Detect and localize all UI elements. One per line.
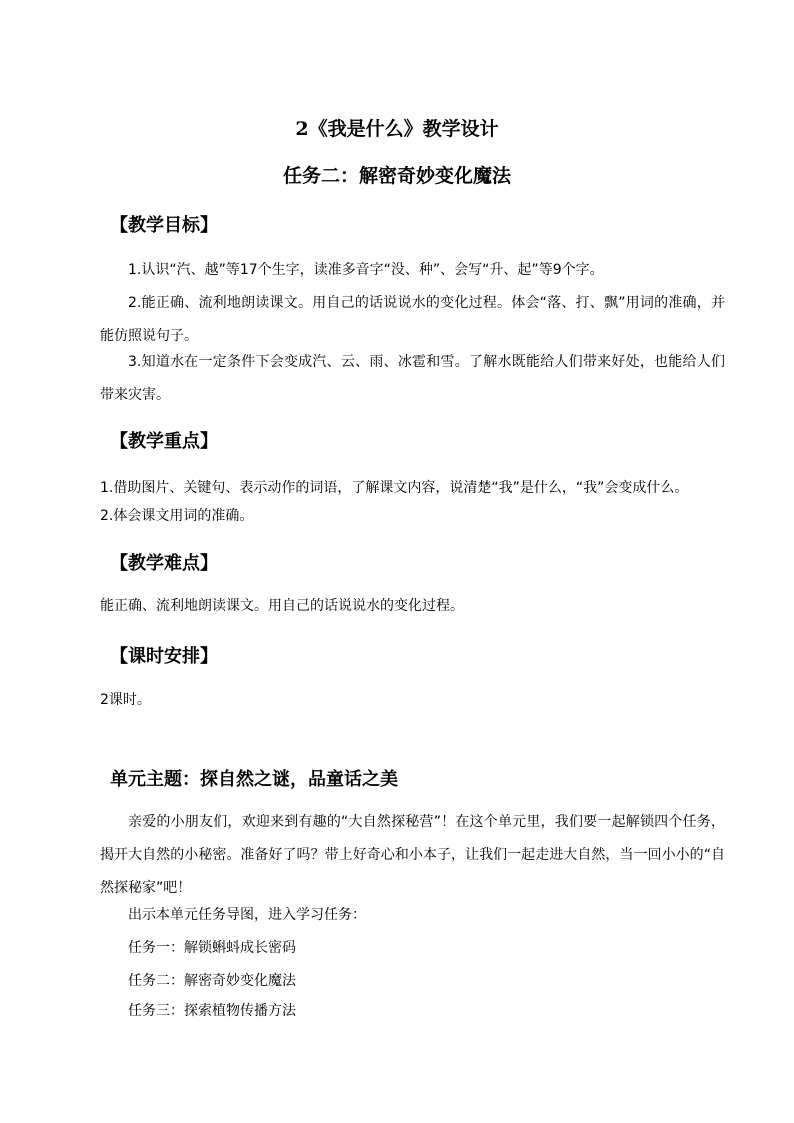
- unit-task-item: 任务三：探索植物传播方法: [128, 1003, 296, 1019]
- document-subtitle: 任务二：解密奇妙变化魔法: [282, 165, 511, 187]
- schedule-heading: 【课时安排】: [110, 646, 218, 667]
- unit-task-item: 任务一：解锁蝌蚪成长密码: [128, 940, 296, 956]
- key-points-heading: 【教学重点】: [110, 431, 218, 452]
- schedule-text: 2课时。: [100, 692, 151, 708]
- unit-task-item: 任务二：解密奇妙变化魔法: [128, 973, 296, 989]
- objectives-heading: 【教学目标】: [110, 215, 218, 236]
- difficulties-heading: 【教学难点】: [110, 553, 218, 574]
- objective-item: 3.知道水在一定条件下会变成汽、云、雨、冰雹和雪。了解水既能给人们带来好处，也能给人们带来灾害。: [100, 354, 725, 403]
- unit-intro: 亲爱的小朋友们，欢迎来到有趣的“大自然探秘营”！在这个单元里，我们要一起解锁四个任务，揭开大自然的小秘密。准备好了吗？带上好奇心和小本子，让我们一起走进大自然，当一回小小的“自然探秘家”吧！: [100, 814, 725, 896]
- unit-lead: 出示本单元任务导图，进入学习任务：: [128, 907, 366, 923]
- difficulties-text: 能正确、流利地朗读课文。用自己的话说说水的变化过程。: [100, 598, 464, 614]
- objective-item: 1.认识“汽、越”等17个生字，读准多音字“没、种”、会写“升、起”等9个字。: [128, 262, 604, 278]
- key-point-item: 1.借助图片、关键句、表示动作的词语，了解课文内容，说清楚“我”是什么，“我”会变成什么。: [100, 480, 689, 496]
- objective-item: 2.能正确、流利地朗读课文。用自己的话说说水的变化过程。体会“落、打、飘”用词的准确，并能仿照说句子。: [100, 295, 725, 344]
- key-point-item: 2.体会课文用词的准确。: [100, 508, 254, 524]
- document-title: 2《我是什么》教学设计: [295, 118, 499, 140]
- unit-heading: 单元主题：探自然之谜，品童话之美: [110, 769, 398, 790]
